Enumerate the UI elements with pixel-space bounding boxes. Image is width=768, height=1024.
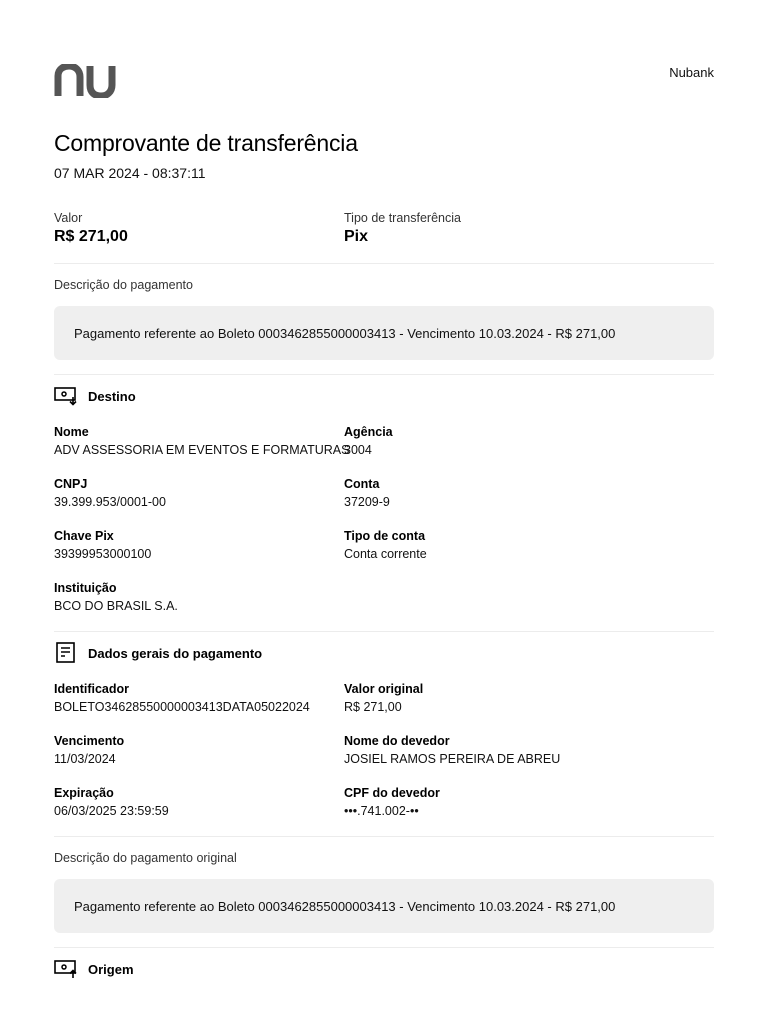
field-identificador <box>54 682 310 714</box>
field-nome-devedor <box>344 734 560 766</box>
field-label: Vencimento <box>54 734 125 748</box>
field-value: 37209-9 <box>344 495 390 509</box>
divider <box>54 631 714 632</box>
field-value: Conta corrente <box>344 547 427 561</box>
field-label: Nome do devedor <box>344 734 450 748</box>
field-label: Tipo de conta <box>344 529 426 543</box>
divider <box>54 263 714 264</box>
dados-gerais-title: Dados gerais do pagamento <box>88 645 263 661</box>
field-chave-pix <box>54 529 151 561</box>
valor-amount: R$ 271,00 <box>54 228 128 245</box>
destino-title: Destino <box>88 388 136 404</box>
field-value: 39399953000100 <box>54 547 152 561</box>
field-value: 3004 <box>344 443 372 457</box>
tipo-label: Tipo de transferência <box>344 211 461 225</box>
bank-out-icon <box>54 959 78 979</box>
field-label: Expiração <box>54 786 114 800</box>
field-value: •••.741.002-•• <box>344 804 419 818</box>
descricao-box <box>54 306 714 360</box>
field-valor-original <box>344 682 423 714</box>
transaction-datetime: 07 MAR 2024 - 08:37:11 <box>54 165 206 181</box>
field-instituicao <box>54 581 178 613</box>
descricao-original-text: Pagamento referente ao Boleto 0003462855000003413 - Vencimento 10.03.2024 - R$ 271,00 <box>74 898 616 914</box>
field-value: R$ 271,00 <box>344 700 402 714</box>
descricao-label: Descrição do pagamento <box>54 278 193 292</box>
divider <box>54 947 714 948</box>
field-cnpj <box>54 477 166 509</box>
descricao-original-box <box>54 879 714 933</box>
field-label: CPF do devedor <box>344 786 440 800</box>
descricao-text: Pagamento referente ao Boleto 0003462855000003413 - Vencimento 10.03.2024 - R$ 271,00 <box>74 325 616 341</box>
brand-name: Nubank <box>669 65 714 80</box>
field-nome <box>54 425 349 457</box>
field-label: Nome <box>54 425 89 439</box>
field-tipo-conta <box>344 529 427 561</box>
field-label: Chave Pix <box>54 529 114 543</box>
field-label: Conta <box>344 477 380 491</box>
field-label: Instituição <box>54 581 117 595</box>
origem-title: Origem <box>88 961 134 977</box>
field-value: 06/03/2025 23:59:59 <box>54 804 169 818</box>
nubank-logo <box>54 64 118 98</box>
bank-in-icon <box>54 386 78 406</box>
field-label: Valor original <box>344 682 424 696</box>
valor-label: Valor <box>54 211 83 225</box>
field-value: BOLETO34628550000003413DATA05022024 <box>54 700 310 714</box>
tipo-block <box>344 211 461 246</box>
field-expiracao <box>54 786 169 818</box>
valor-block <box>54 211 128 246</box>
field-cpf-devedor <box>344 786 440 818</box>
nu-logo-icon <box>54 64 118 98</box>
field-label: CNPJ <box>54 477 88 491</box>
field-value: JOSIEL RAMOS PEREIRA DE ABREU <box>344 752 561 766</box>
field-conta <box>344 477 390 509</box>
tipo-value: Pix <box>344 228 369 245</box>
page-title: Comprovante de transferência <box>54 130 358 156</box>
field-agencia <box>344 425 393 457</box>
divider <box>54 836 714 837</box>
field-label: Agência <box>344 425 393 439</box>
field-value: 11/03/2024 <box>54 752 116 766</box>
field-label: Identificador <box>54 682 130 696</box>
origem-header <box>54 959 134 979</box>
field-vencimento <box>54 734 124 766</box>
divider <box>54 374 714 375</box>
field-value: 39.399.953/0001-00 <box>54 495 166 509</box>
field-value: BCO DO BRASIL S.A. <box>54 599 178 613</box>
destino-header <box>54 386 136 406</box>
descricao-original-label: Descrição do pagamento original <box>54 851 237 865</box>
dados-gerais-header <box>54 642 262 664</box>
field-value: ADV ASSESSORIA EM EVENTOS E FORMATURAS <box>54 443 350 457</box>
receipt-icon <box>54 642 78 664</box>
